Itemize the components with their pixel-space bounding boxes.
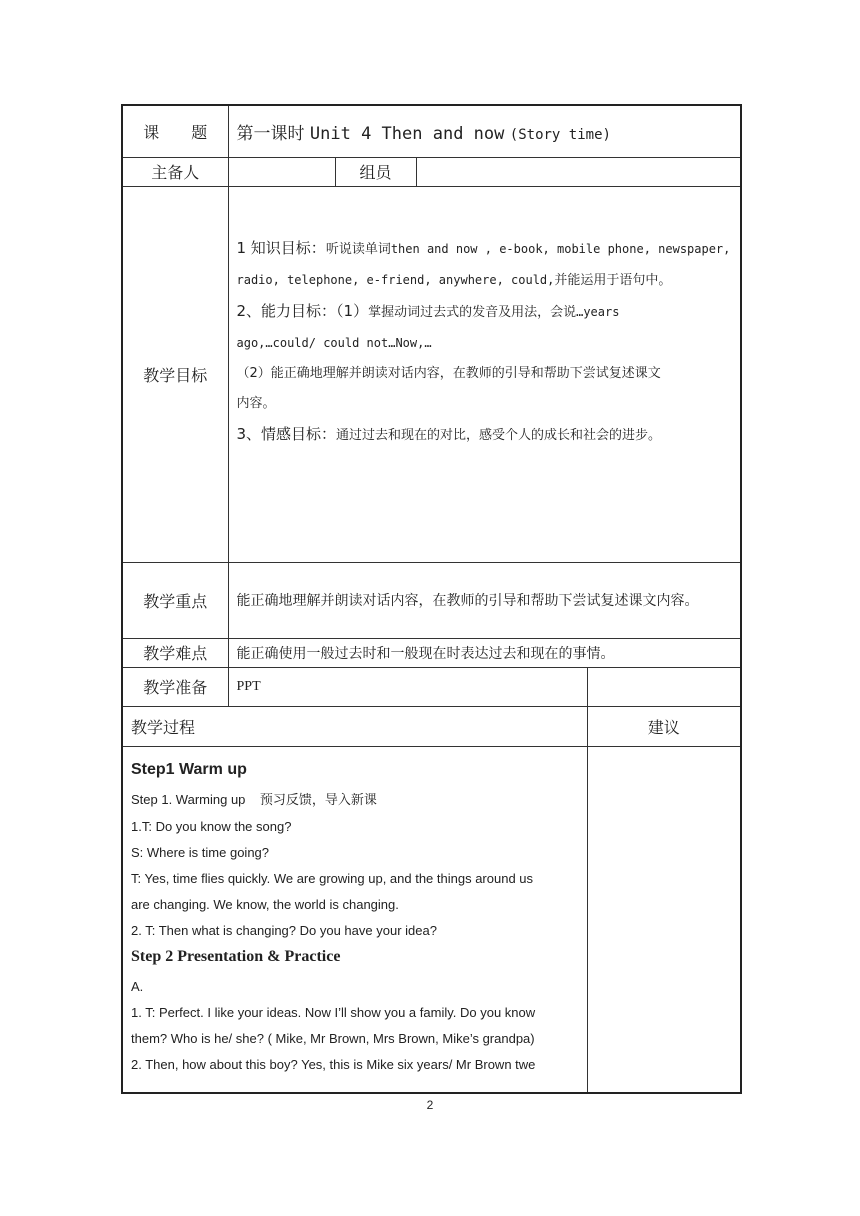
difficult-points-label: 教学难点 — [122, 638, 228, 667]
ability-objective-line1: 2、能力目标：（1）掌握动词过去式的发音及用法，会说…years — [236, 301, 620, 320]
process-line: 2. Then, how about this boy? Yes, this is Mike six years/ Mr Brown twe — [131, 1056, 536, 1072]
topic-cn: 第一课时 — [236, 123, 305, 144]
preparation-extra — [587, 667, 741, 706]
preparation-row — [122, 667, 741, 706]
key-points-row — [122, 562, 741, 638]
topic-value — [228, 105, 741, 157]
topic-en: Unit 4 Then and now — [309, 123, 505, 144]
step1-heading: Step1 Warm up — [131, 760, 247, 778]
process-line: T: Yes, time flies quickly. We are growing up, and the things around us — [131, 870, 534, 886]
objectives-row — [122, 186, 741, 562]
process-line: 2. T: Then what is changing? Do you have your idea? — [131, 922, 437, 938]
objectives-label: 教学目标 — [122, 186, 228, 562]
lesson-plan-table — [121, 104, 742, 1094]
difficult-points-text: 能正确使用一般过去时和一般现在时表达过去和现在的事情。 — [228, 638, 741, 667]
members-label: 组员 — [335, 157, 416, 186]
objectives-content — [228, 186, 741, 562]
process-label: 教学过程 — [122, 706, 587, 746]
preparer-label: 主备人 — [122, 157, 228, 186]
suggest-content — [587, 746, 741, 1093]
process-line: Step 1. Warming up 预习反馈，导入新课 — [131, 791, 377, 808]
process-line: them? Who is he/ she? ( Mike, Mr Brown, Mrs Brown, Mike’s grandpa) — [131, 1030, 535, 1046]
process-line: A. — [131, 978, 144, 994]
process-line: S: Where is time going? — [131, 844, 270, 860]
topic-sub: (Story time) — [509, 126, 611, 143]
knowledge-objective-line1: 1 知识目标：听说读单词then and now , e-book, mobile phone, newspaper, — [236, 238, 731, 257]
difficult-points-row — [122, 638, 741, 667]
process-line: 1.T: Do you know the song? — [131, 818, 292, 834]
key-points-label: 教学重点 — [122, 562, 228, 638]
process-header-row — [122, 706, 741, 746]
preparer-value — [228, 157, 335, 186]
ability-objective-line4: 内容。 — [236, 395, 276, 411]
page-number: 2 — [426, 1098, 434, 1112]
suggest-label: 建议 — [587, 706, 741, 746]
process-content — [122, 746, 587, 1093]
step2-heading: Step 2 Presentation & Practice — [131, 947, 341, 965]
knowledge-objective-line2: radio, telephone, e-friend, anywhere, could,并能运用于语句中。 — [236, 272, 672, 288]
emotion-objective-line: 3、情感目标：通过过去和现在的对比，感受个人的成长和社会的进步。 — [236, 424, 662, 443]
topic-row — [122, 105, 741, 157]
process-line: are changing. We know, the world is changing. — [131, 896, 399, 912]
process-line: 1. T: Perfect. I like your ideas. Now I’ll show you a family. Do you know — [131, 1004, 536, 1020]
preparer-row — [122, 157, 741, 186]
ability-objective-line2: ago,…could/ could not…Now,… — [236, 335, 432, 350]
ability-objective-line3: （2）能正确地理解并朗读对话内容，在教师的引导和帮助下尝试复述课文 — [236, 365, 661, 381]
preparation-label: 教学准备 — [122, 667, 228, 706]
process-content-row — [122, 746, 741, 1093]
members-value — [416, 157, 741, 186]
preparation-text: PPT — [228, 667, 587, 706]
key-points-text: 能正确地理解并朗读对话内容，在教师的引导和帮助下尝试复述课文内容。 — [228, 562, 741, 638]
topic-label: 课 题 — [122, 105, 228, 157]
